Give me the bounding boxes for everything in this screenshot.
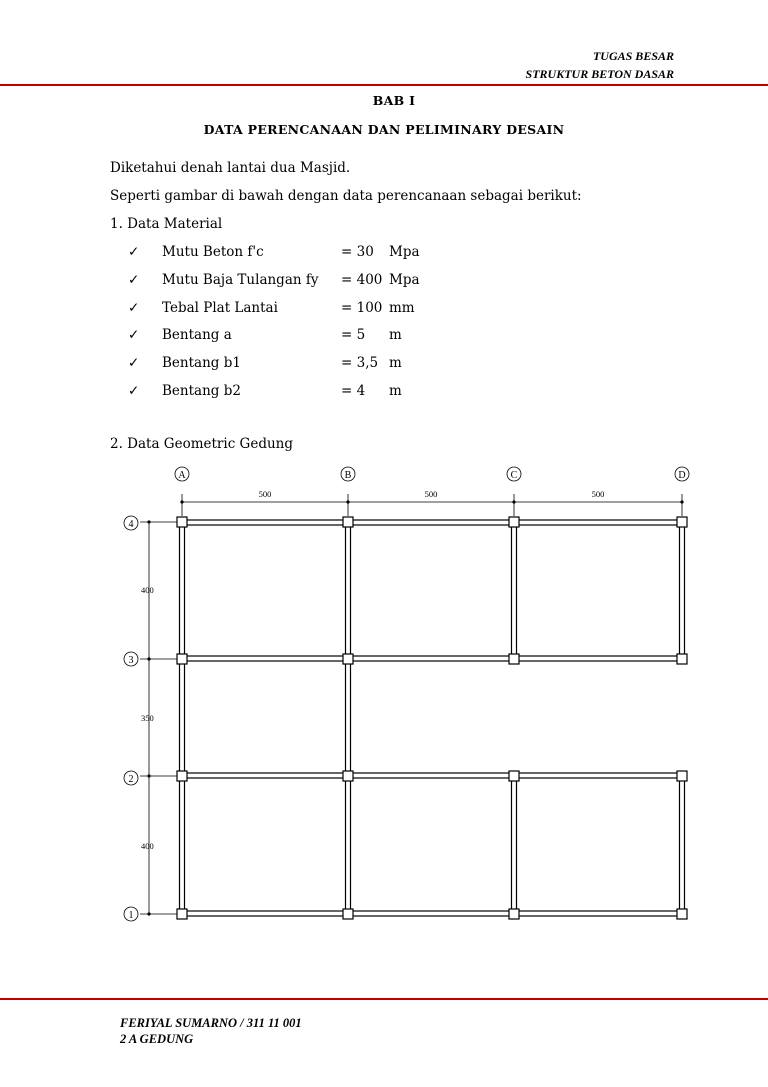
- footer-divider: [0, 998, 768, 1000]
- axis-bubble-C: [507, 467, 521, 481]
- floor-plan: [0, 460, 768, 940]
- span-label: 500: [424, 489, 438, 499]
- material-value: = 4: [341, 383, 366, 399]
- material-value: = 5: [341, 327, 366, 343]
- axis-label: 3: [128, 655, 134, 666]
- material-label: Bentang b2: [162, 383, 241, 399]
- plan-beams: [180, 520, 685, 916]
- span-label: 400: [141, 585, 154, 595]
- span-label: 500: [258, 489, 272, 499]
- material-label: Bentang b1: [162, 355, 241, 371]
- material-label: Tebal Plat Lantai: [162, 300, 278, 316]
- material-value: = 30: [341, 244, 374, 260]
- axis-bubble-4: [124, 516, 138, 530]
- material-value: = 3,5: [341, 355, 379, 371]
- span-label: 400: [141, 841, 154, 851]
- material-unit: m: [389, 383, 402, 399]
- intro-line-1: Diketahui denah lantai dua Masjid.: [110, 160, 351, 176]
- axis-bubble-B: [341, 467, 355, 481]
- axis-bubble-1: [124, 907, 138, 921]
- section-geometry-heading: 2. Data Geometric Gedung: [110, 436, 293, 452]
- header-subject: STRUKTUR BETON DASAR: [525, 67, 674, 81]
- material-unit: Mpa: [389, 244, 420, 260]
- material-unit: m: [389, 327, 402, 343]
- material-unit: mm: [389, 300, 415, 316]
- axis-bubble-D: [675, 467, 689, 481]
- check-icon: ✓: [128, 272, 140, 288]
- axis-label: D: [678, 470, 686, 481]
- axis-label: C: [510, 470, 518, 481]
- axis-label: A: [178, 470, 186, 481]
- axis-bubble-3: [124, 652, 138, 666]
- check-icon: ✓: [128, 355, 140, 371]
- chapter-title: BAB I: [372, 93, 416, 108]
- material-unit: Mpa: [389, 272, 420, 288]
- footer-author: FERIYAL SUMARNO / 311 11 001: [120, 1016, 302, 1030]
- axis-bubble-2: [124, 771, 138, 785]
- check-icon: ✓: [128, 300, 140, 316]
- section-material-heading: 1. Data Material: [110, 216, 223, 232]
- header-divider: [0, 84, 768, 86]
- chapter-subtitle: DATA PERENCANAAN DAN PELIMINARY DESAIN: [203, 122, 565, 137]
- material-label: Bentang a: [162, 327, 232, 343]
- span-label: 350: [141, 713, 154, 723]
- axis-label: 4: [128, 519, 134, 530]
- axis-label: 1: [128, 910, 134, 921]
- material-value: = 400: [341, 272, 383, 288]
- check-icon: ✓: [128, 327, 140, 343]
- plan-columns: [177, 517, 687, 919]
- span-label: 500: [591, 489, 605, 499]
- intro-line-2: Seperti gambar di bawah dengan data perencanaan sebagai berikut:: [110, 188, 582, 204]
- plan-dimension-lines: [140, 494, 682, 914]
- axis-label: B: [344, 470, 352, 481]
- material-unit: m: [389, 355, 402, 371]
- header-course: TUGAS BESAR: [592, 49, 674, 63]
- axis-bubble-A: [175, 467, 189, 481]
- check-icon: ✓: [128, 383, 140, 399]
- plan-dimension-ticks: [147, 500, 683, 915]
- material-label: Mutu Beton f'c: [162, 244, 264, 260]
- check-icon: ✓: [128, 244, 140, 260]
- footer-class: 2 A GEDUNG: [120, 1032, 194, 1046]
- material-value: = 100: [341, 300, 383, 316]
- axis-label: 2: [128, 774, 134, 785]
- material-label: Mutu Baja Tulangan fy: [162, 272, 319, 288]
